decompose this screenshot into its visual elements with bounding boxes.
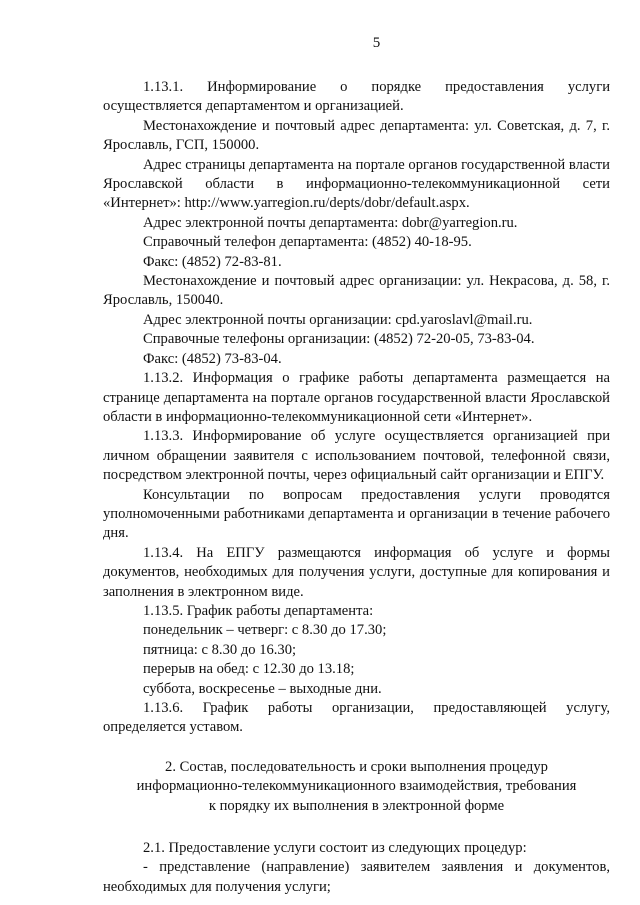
paragraph-1-13-3: 1.13.3. Информирование об услуге осуществляется организацией при личном обращении заявителя с использованием почтовой, телефонной связи, посредством электронной почты, через официальный сайт организации и ЕПГУ. [103, 428, 610, 484]
organization-address: Местонахождение и почтовый адрес организации: ул. Некрасова, д. 58, г. Ярославль, 150040. [103, 273, 610, 309]
section-heading-line-2: информационно-телекоммуникационного взаимодействия, требования [136, 778, 577, 795]
department-web-page: Адрес страницы департамента на портале органов государственной власти Ярославской области в информационно-телекоммуникационной сети «Интернет»: http://www.yarregion.ru/depts/dobr/default.aspx. [103, 156, 610, 212]
page-number: 5 [372, 35, 381, 51]
schedule-mon-thu: понедельник – четверг: с 8.30 до 17.30; [143, 622, 387, 639]
department-phone: Справочный телефон департамента: (4852) 40-18-95. [143, 234, 472, 251]
organization-email: Адрес электронной почты организации: cpd.yaroslavl@mail.ru. [143, 311, 533, 328]
department-fax: Факс: (4852) 72-83-81. [143, 253, 282, 270]
paragraph-1-13-2: 1.13.2. Информация о графике работы департамента размещается на странице департамента на портале органов государственной власти Ярославской области в информационно-телекоммуникационной сети «Интернет». [103, 370, 610, 425]
procedure-item-1: - представление (направление) заявителем заявления и документов, необходимых для получения услуги; [103, 859, 610, 895]
paragraph-1-13-5: 1.13.5. График работы департамента: [143, 602, 374, 619]
section-heading-line-3: к порядку их выполнения в электронной форме [208, 797, 505, 814]
schedule-weekend: суббота, воскресенье – выходные дни. [143, 680, 382, 697]
consultations-paragraph: Консультации по вопросам предоставления услуги проводятся уполномоченными работниками департамента и организации в течение рабочего дня. [103, 486, 610, 542]
section-heading-line-1: 2. Состав, последовательность и сроки выполнения процедур [165, 758, 548, 775]
paragraph-1-13-6: 1.13.6. График работы организации, предоставляющей услугу, определяется уставом. [103, 700, 610, 736]
paragraph-1-13-1: 1.13.1. Информирование о порядке предоставления услуги осуществляется департаментом и организацией. [103, 79, 610, 115]
organization-fax: Факс: (4852) 73-83-04. [143, 350, 282, 367]
body-text [103, 78, 610, 897]
paragraph-1-13-4: 1.13.4. На ЕПГУ размещаются информация об услуге и формы документов, необходимых для получения услуги, доступные для копирования и заполнения в электронном виде. [103, 544, 610, 600]
schedule-friday: пятница: с 8.30 до 16.30; [143, 641, 297, 658]
paragraph-2-1: 2.1. Предоставление услуги состоит из следующих процедур: [143, 840, 527, 857]
schedule-lunch: перерыв на обед: с 12.30 до 13.18; [143, 661, 355, 678]
department-email: Адрес электронной почты департамента: dobr@yarregion.ru. [143, 214, 518, 231]
section-heading [103, 758, 610, 816]
department-address: Местонахождение и почтовый адрес департамента: ул. Советская, д. 7, г. Ярославль, ГСП, 150000. [103, 117, 610, 154]
organization-phones: Справочные телефоны организации: (4852) 72-20-05, 73-83-04. [143, 331, 535, 348]
